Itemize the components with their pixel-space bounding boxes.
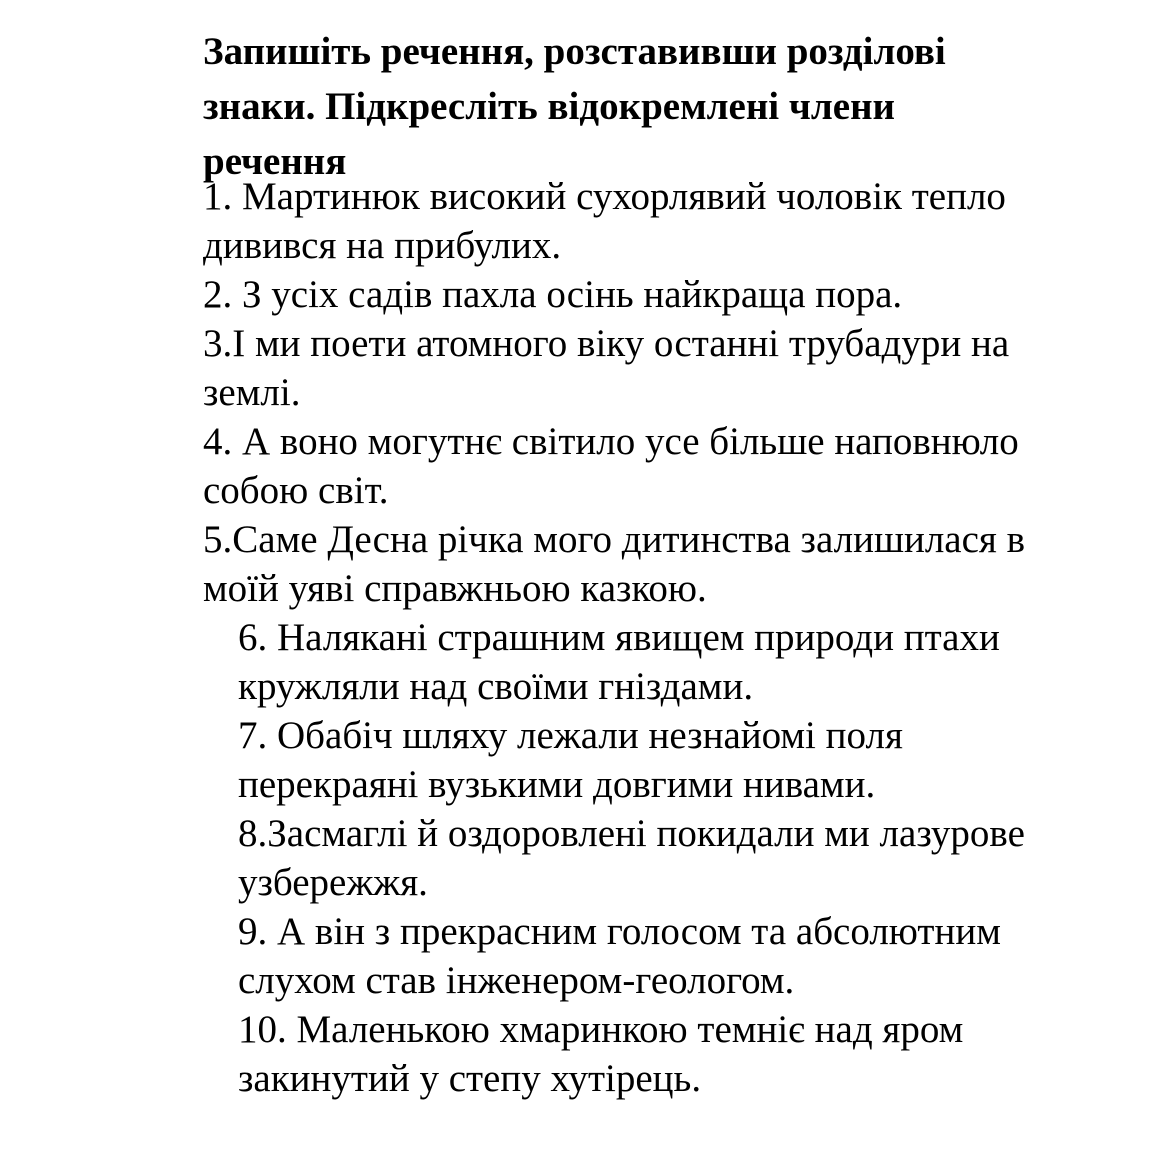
sentence-2: 2. З усіх садів пахла осінь найкраща пора. [203, 273, 903, 316]
sentence-5: 5.Саме Десна річка мого дитинства залишилася в моїй уяві справжньою казкою. [203, 518, 1026, 610]
sentence-8: 8.Засмаглі й оздоровлені покидали ми лазурове узбережжя. [238, 812, 1025, 904]
exercise-instruction: Запишіть речення, розставивши розділові знаки. Підкресліть відокремлені члени речення [203, 30, 946, 183]
sentence-3: 3.І ми поети атомного віку останні трубадури на землі. [203, 322, 1010, 414]
sentence-9: 9. А він з прекрасним голосом та абсолютним слухом став інженером-геологом. [238, 910, 1001, 1002]
sentence-7: 7. Обабіч шляху лежали незнайомі поля перекраяні вузькими довгими нивами. [238, 714, 903, 806]
sentence-4: 4. А воно могутнє світило усе більше наповнюло собою світ. [203, 420, 1019, 512]
sentence-6: 6. Налякані страшним явищем природи птахи кружляли над своїми гніздами. [238, 616, 1000, 708]
sentence-1: 1. Мартинюк високий сухорлявий чоловік тепло дивився на прибулих. [203, 175, 1006, 267]
sentence-10: 10. Маленькою хмаринкою темніє над яром закинутий у степу хутірець. [238, 1008, 964, 1100]
